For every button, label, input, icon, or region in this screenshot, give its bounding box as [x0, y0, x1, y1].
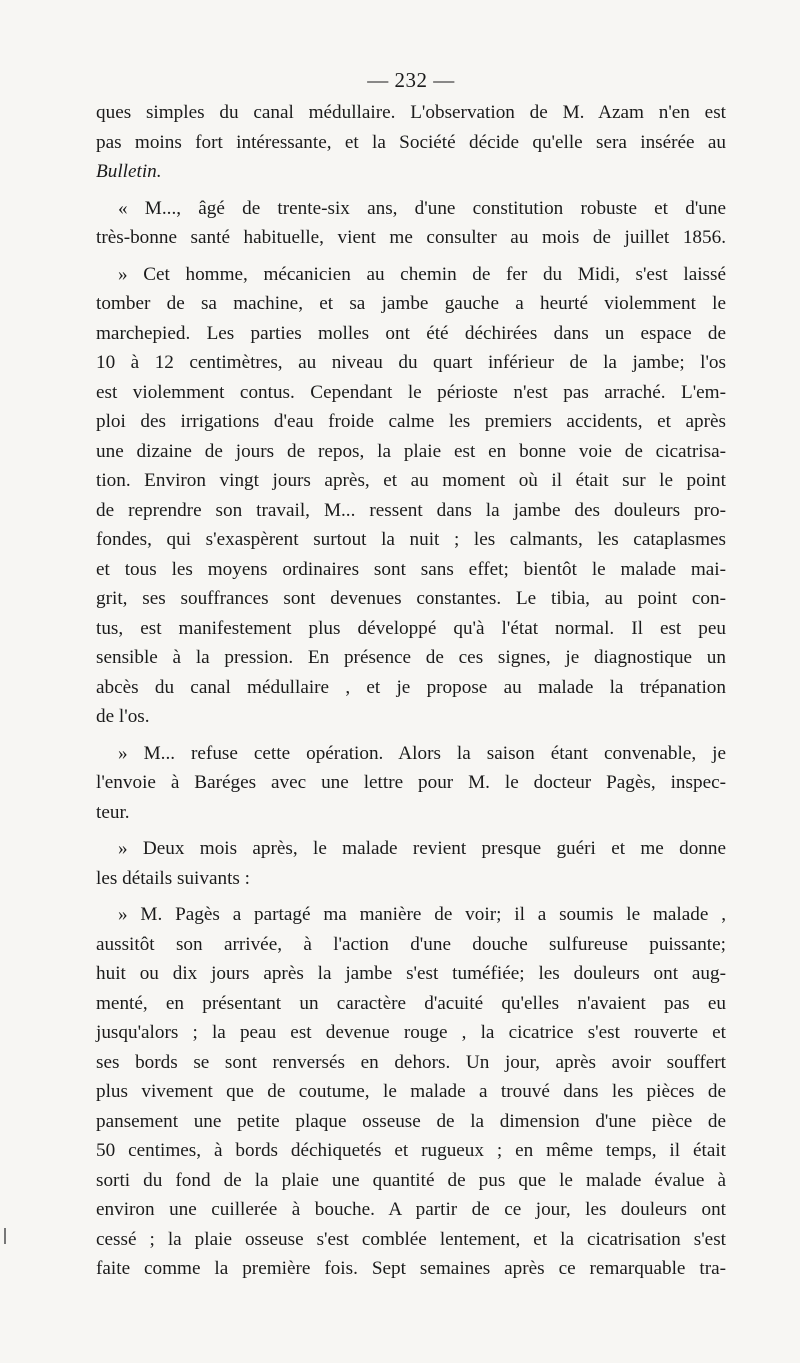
text-line: 10 à 12 centimètres, au niveau du quart inférieur de la jambe; l'os — [96, 352, 726, 373]
text-line: est violemment contus. Cependant le périoste n'est pas arraché. L'em- — [96, 381, 726, 403]
text-line: de l'os. — [96, 706, 150, 727]
text-line: très-bonne santé habituelle, vient me consulter au mois de juillet 1856. — [96, 227, 726, 248]
text-line: faite comme la première fois. Sept semaines après ce remarquable tra- — [96, 1258, 726, 1279]
text-line: et tous les moyens ordinaires sont sans effet; bientôt le malade mai- — [96, 558, 726, 580]
italic-title: Bulletin. — [96, 161, 162, 182]
text-line: teur. — [96, 801, 130, 823]
text-line: tus, est manifestement plus développé qu'à l'état normal. Il est peu — [96, 617, 726, 639]
book-page — [96, 62, 726, 1291]
text-line: abcès du canal médullaire , et je propose au malade la trépanation — [96, 676, 726, 698]
text-line: fondes, qui s'exaspèrent surtout la nuit ; les calmants, les cataplasmes — [96, 529, 726, 550]
text-line: de reprendre son travail, M... ressent dans la jambe des douleurs pro- — [96, 499, 726, 521]
paragraph — [96, 739, 726, 828]
text-line: aussitôt son arrivée, à l'action d'une douche sulfureuse puissante; — [96, 933, 726, 955]
text-line: » Cet homme, mécanicien au chemin de fer du Midi, s'est laissé — [118, 263, 726, 285]
text-line: grit, ses souffrances sont devenues constantes. Le tibia, au point con- — [96, 588, 726, 609]
text-line: une dizaine de jours de repos, la plaie est en bonne voie de cicatrisa- — [96, 440, 726, 462]
text-line: les détails suivants : — [96, 867, 251, 889]
text-line: » Deux mois après, le malade revient presque guéri et me donne — [118, 838, 726, 859]
text-line: 50 centimes, à bords déchiquetés et rugueux ; en même temps, il était — [96, 1140, 726, 1161]
text-line: cessé ; la plaie osseuse s'est comblée lentement, et la cicatrisation s'est — [96, 1228, 726, 1250]
paragraph — [96, 98, 726, 187]
text-line: ques simples du canal médullaire. L'observation de M. Azam n'en est — [96, 102, 726, 123]
text-line: marchepied. Les parties molles ont été déchirées dans un espace de — [96, 322, 726, 344]
text-line: l'envoie à Baréges avec une lettre pour M. le docteur Pagès, inspec- — [96, 772, 726, 793]
text-line: » M. Pagès a partagé ma manière de voir; il a soumis le malade , — [118, 904, 726, 925]
page-edge-mark — [4, 1228, 6, 1244]
text-line: ses bords se sont renversés en dehors. Un jour, après avoir souffert — [96, 1051, 726, 1073]
text-line-italic — [96, 157, 726, 187]
paragraph — [96, 260, 726, 732]
text-line: plus vivement que de coutume, le malade a trouvé dans les pièces de — [96, 1081, 726, 1102]
text-line: pansement une petite plaque osseuse de la dimension d'une pièce de — [96, 1110, 726, 1132]
paragraph — [96, 194, 726, 253]
text-line: « M..., âgé de trente-six ans, d'une constitution robuste et d'une — [118, 197, 726, 219]
text-line: tion. Environ vingt jours après, et au moment où il était sur le point — [96, 470, 726, 491]
text-line: jusqu'alors ; la peau est devenue rouge , la cicatrice s'est rouverte et — [96, 1022, 726, 1043]
text-line: environ une cuillerée à bouche. A partir de ce jour, les douleurs ont — [96, 1199, 726, 1220]
text-line: » M... refuse cette opération. Alors la saison étant convenable, je — [118, 742, 726, 764]
text-line: pas moins fort intéressante, et la Société décide qu'elle sera insérée au — [96, 131, 726, 153]
text-line: sensible à la pression. En présence de ces signes, je diagnostique un — [96, 647, 726, 668]
text-line: sorti du fond de la plaie une quantité de pus que le malade évalue à — [96, 1169, 726, 1191]
paragraph — [96, 900, 726, 1284]
text-line: tomber de sa machine, et sa jambe gauche a heurté violemment le — [96, 293, 726, 314]
text-line: ploi des irrigations d'eau froide calme les premiers accidents, et après — [96, 411, 726, 432]
text-line: huit ou dix jours après la jambe s'est tuméfiée; les douleurs ont aug- — [96, 963, 726, 984]
page-number: — 232 — — [367, 68, 455, 92]
paragraph — [96, 834, 726, 893]
text-line: menté, en présentant un caractère d'acuité qu'elles n'avaient pas eu — [96, 992, 726, 1014]
